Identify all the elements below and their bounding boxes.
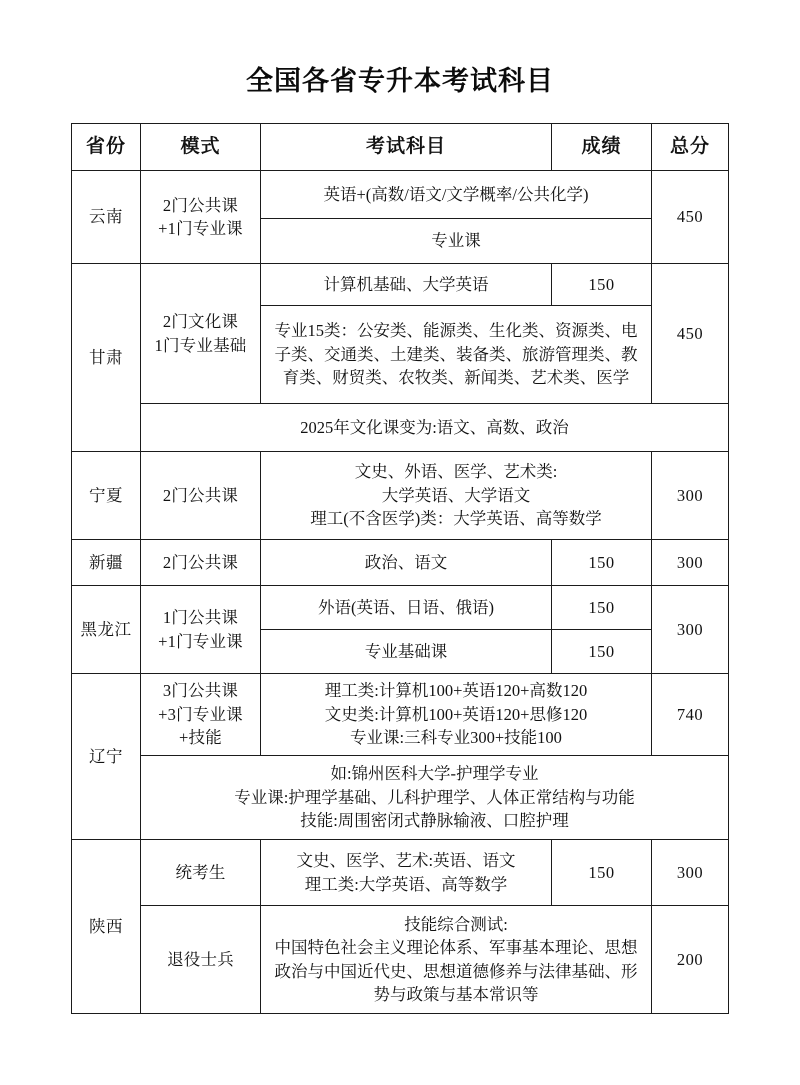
subject-line: 中国特色社会主义理论体系、军事基本理论、思想政治与中国近代史、思想道德修养与法律基础、形势与政策与基本常识等 [274,938,638,1004]
cell-mode-liaoning [141,674,261,756]
mode-line: 3门公共课 [162,681,239,701]
mode-line: 2门公共课 [162,195,239,215]
cell-mode-xinjiang: 2门公共课 [141,540,261,586]
cell-total-liaoning: 740 [652,674,729,756]
cell-subject-liaoning [261,674,652,756]
column-header-total: 总分 [652,124,729,171]
cell-mode-ningxia: 2门公共课 [141,452,261,540]
exam-subjects-table [71,123,729,1014]
mode-line: +1门专业课 [158,631,243,651]
example-line: 专业课:护理学基础、儿科护理学、人体正常结构与功能 [234,787,635,807]
cell-province-liaoning: 辽宁 [72,674,141,840]
cell-total-shaanxi-1: 300 [652,840,729,906]
column-header-score: 成绩 [552,124,652,171]
example-line: 技能:周围密闭式静脉输液、口腔护理 [300,811,569,831]
subject-line: 专业15类：公安类、能源类、生化类、资源类、电子类、交通类、土建类、装备类、旅游管理类、教 [274,321,638,364]
table-header-row [72,124,729,171]
mode-line: +技能 [179,728,222,748]
cell-mode-yunnan [141,171,261,264]
example-line: 如:锦州医科大学-护理学专业 [330,764,539,784]
cell-subject-gansu-1: 计算机基础、大学英语 [261,264,552,306]
subject-line: 育类、财贸类、农牧类、新闻类、艺术类、医学 [282,368,630,388]
table-row [72,674,729,756]
subject-line: 专业课:三科专业300+技能100 [350,728,562,748]
subject-line: 理工(不含医学)类：大学英语、高等数学 [310,509,602,529]
cell-total-ningxia: 300 [652,452,729,540]
cell-total-heilongjiang: 300 [652,586,729,674]
cell-total-shaanxi-2: 200 [652,906,729,1014]
cell-subject-heilongjiang-2: 专业基础课 [261,630,552,674]
page-title: 全国各省专升本考试科目 [246,66,554,97]
cell-mode-gansu [141,264,261,404]
cell-mode-shaanxi-2: 退役士兵 [141,906,261,1014]
cell-score-gansu-1: 150 [552,264,652,306]
table-row [72,540,729,586]
page-root [0,18,800,1085]
table-row [72,452,729,540]
subject-line: 理工类:计算机100+英语120+高数120 [324,681,588,701]
exam-table-container [71,123,728,1014]
table-row [72,586,729,630]
table-row [72,264,729,306]
cell-subject-yunnan-2: 专业课 [261,219,652,264]
cell-score-shaanxi-1: 150 [552,840,652,906]
cell-province-xinjiang: 新疆 [72,540,141,586]
cell-province-gansu: 甘肃 [72,264,141,452]
cell-subject-heilongjiang-1: 外语(英语、日语、俄语) [261,586,552,630]
cell-liaoning-example [141,756,729,840]
cell-mode-heilongjiang [141,586,261,674]
cell-province-heilongjiang: 黑龙江 [72,586,141,674]
column-header-mode: 模式 [141,124,261,171]
mode-line: 1门公共课 [162,608,239,628]
cell-province-ningxia: 宁夏 [72,452,141,540]
table-row [72,171,729,219]
mode-line: 2门文化课 [162,312,239,332]
cell-total-gansu: 450 [652,264,729,404]
column-header-subjects: 考试科目 [261,124,552,171]
table-row [72,840,729,906]
subject-line: 理工类:大学英语、高等数学 [304,874,508,894]
cell-subject-gansu-2 [261,306,652,404]
subject-line: 大学英语、大学语文 [381,485,531,505]
mode-line: 1门专业基础 [154,335,247,355]
cell-subject-xinjiang: 政治、语文 [261,540,552,586]
column-header-province: 省份 [72,124,141,171]
mode-line: +1门专业课 [158,219,243,239]
subject-line: 文史、医学、艺术:英语、语文 [296,851,516,871]
cell-subject-shaanxi-1 [261,840,552,906]
cell-subject-yunnan-1: 英语+(高数/语文/文学概率/公共化学) [261,171,652,219]
subject-line: 技能综合测试: [404,914,508,934]
cell-province-shaanxi: 陕西 [72,840,141,1014]
subject-line: 文史、外语、医学、艺术类: [354,462,558,482]
cell-subject-shaanxi-2 [261,906,652,1014]
table-row [72,404,729,452]
table-row [72,756,729,840]
mode-line: +3门专业课 [158,704,243,724]
cell-mode-shaanxi-1: 统考生 [141,840,261,906]
table-row [72,906,729,1014]
cell-score-xinjiang: 150 [552,540,652,586]
table-body [72,171,729,1014]
cell-total-xinjiang: 300 [652,540,729,586]
cell-total-yunnan: 450 [652,171,729,264]
cell-score-heilongjiang-2: 150 [552,630,652,674]
subject-line: 文史类:计算机100+英语120+思修120 [324,704,588,724]
cell-score-heilongjiang-1: 150 [552,586,652,630]
cell-subject-ningxia [261,452,652,540]
cell-province-yunnan: 云南 [72,171,141,264]
cell-gansu-2025-note: 2025年文化课变为:语文、高数、政治 [141,404,729,452]
table-header [72,124,729,171]
